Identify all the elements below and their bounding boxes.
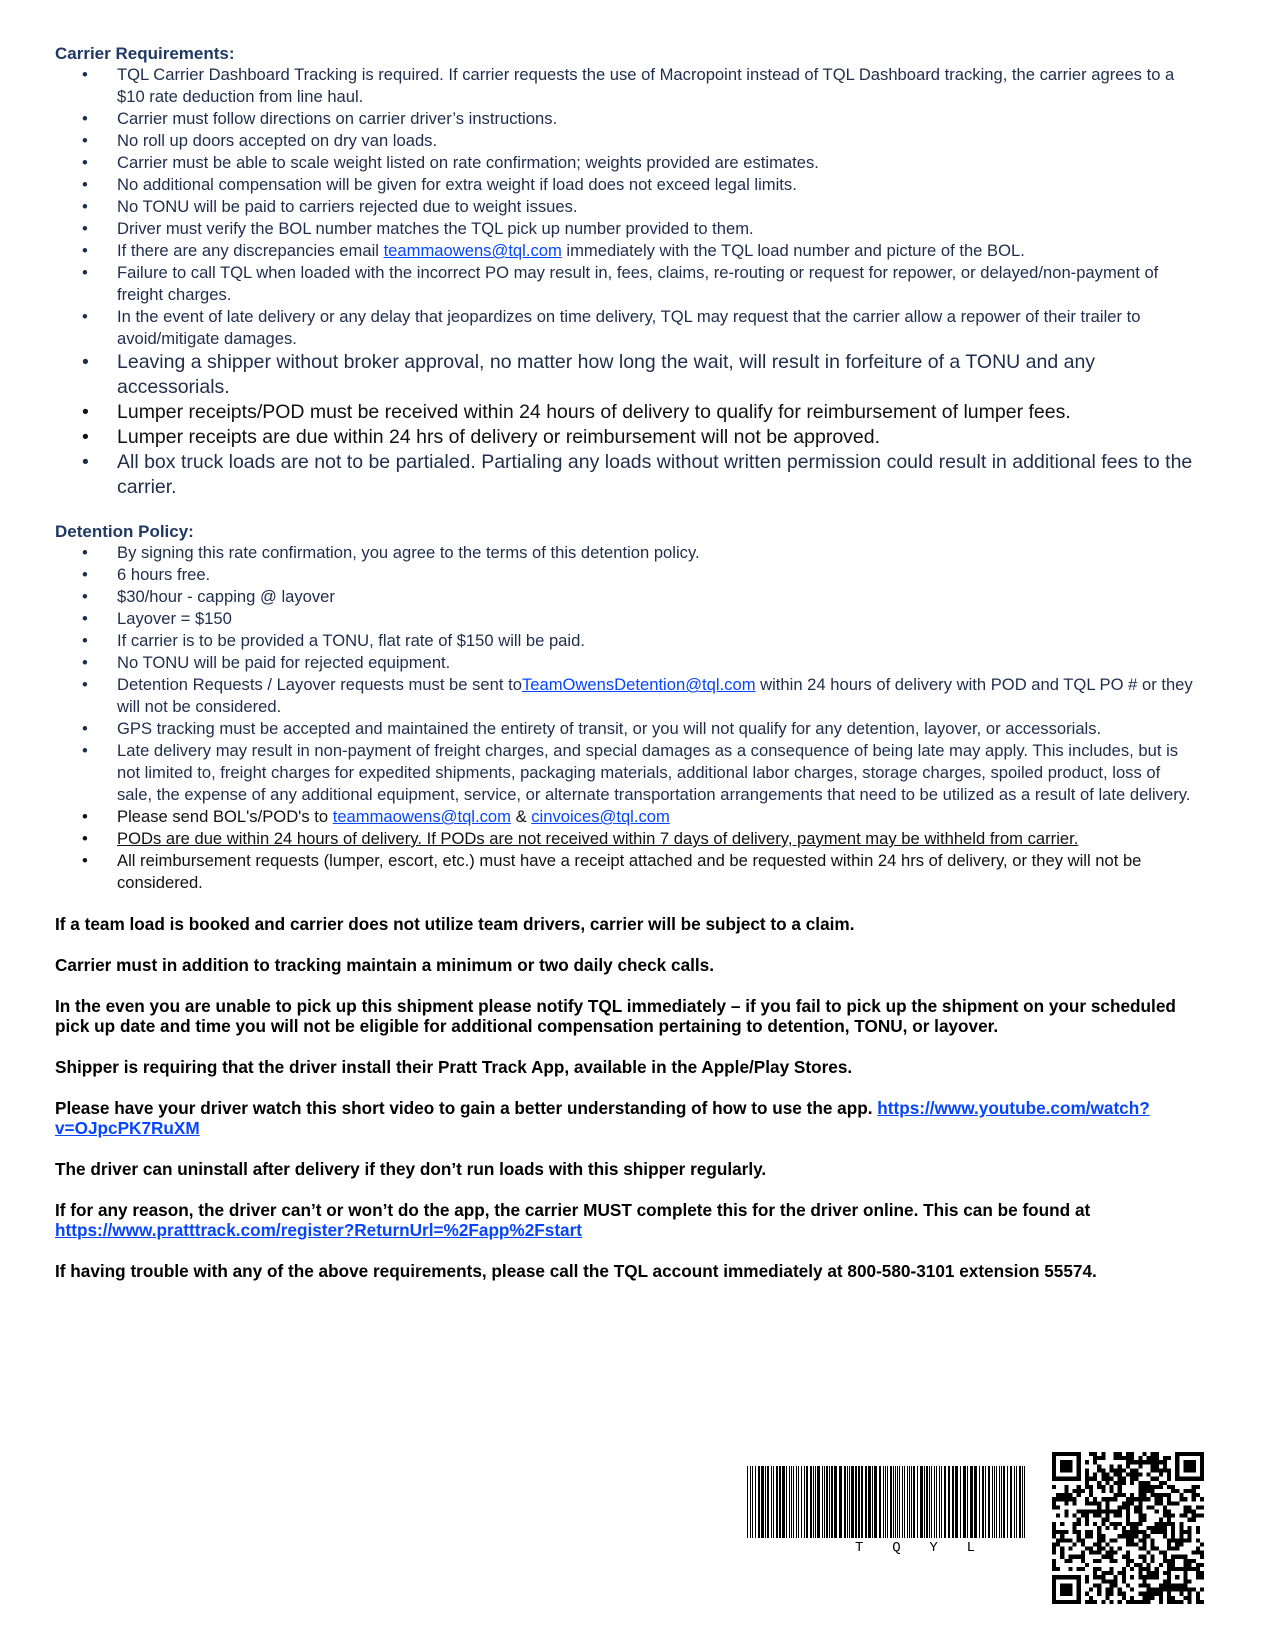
rate-confirmation-page [55,38,1195,1302]
list-item: • Please send BOL's/POD's to teammaowens@tql.com & cinvoices@tql.com [82,807,670,826]
list-item: • $30/hour - capping @ layover [82,587,335,606]
list-item: • Failure to call TQL when loaded with the incorrect PO may result in, fees, claims, re-routing or request for repower, or delayed/non-payment of freight charges. [82,263,1159,304]
list-item: • Carrier must follow directions on carrier driver’s instructions. [82,109,558,128]
list-item: • No TONU will be paid for rejected equipment. [82,653,451,672]
qr-code [1052,1452,1204,1604]
barcode-char: L [966,1540,975,1556]
barcode-text [855,1540,975,1556]
list-item: • Lumper receipts/POD must be received within 24 hours of delivery to qualify for reimbursement of lumper fees. [82,401,1071,423]
list-item: • PODs are due within 24 hours of delivery. If PODs are not received within 7 days of delivery, payment may be withheld from carrier. [82,829,1079,848]
list-item: • TQL Carrier Dashboard Tracking is required. If carrier requests the use of Macropoint instead of TQL Dashboard tracking, the carrier agrees to a $10 rate deduction from line haul. [82,65,1175,106]
list-item: • Carrier must be able to scale weight listed on rate confirmation; weights provided are estimates. [82,153,819,172]
list-item: • Driver must verify the BOL number matches the TQL pick up number provided to them. [82,219,754,238]
trouble-contact-note: If having trouble with any of the above requirements, please call the TQL account immediately at 800-580-3101 extension 55574. [55,1261,1097,1281]
list-item: • No roll up doors accepted on dry van loads. [82,131,438,150]
list-item: • No additional compensation will be given for extra weight if load does not exceed legal limits. [82,175,797,194]
team-load-note: If a team load is booked and carrier does not utilize team drivers, carrier will be subject to a claim. [55,914,855,934]
teammaowens-email-link[interactable]: teammaowens@tql.com [332,807,511,826]
team-owens-detention-email-link[interactable]: TeamOwensDetention@tql.com [521,675,756,694]
uninstall-note: The driver can uninstall after delivery if they don’t run loads with this shipper regularly. [55,1159,767,1179]
document-codes [745,1452,1215,1642]
list-item: • If carrier is to be provided a TONU, flat rate of $150 will be paid. [82,631,585,650]
list-item: • Layover = $150 [82,609,232,628]
video-note: Please have your driver watch this short video to gain a better understanding of how to use the app. https://www.youtube.com/watch?v=OJpcPK7RuXM [55,1098,1150,1138]
barcode [745,1466,1030,1538]
additional-notes [55,914,1195,1281]
list-item: • Late delivery may result in non-payment of freight charges, and special damages as a consequence of being late may apply. This includes, but is not limited to, freight charges for expedited shipments, packaging materials, additional labor charges, storage charges, spoiled product, loss of sale, the expense of any additional equipment, service, or alternate transportation arrangements that need to be utilized as a result of late delivery. [82,741,1191,804]
youtube-video-link[interactable]: https://www.youtube.com/watch?v=OJpcPK7RuXM [55,1098,1150,1138]
check-calls-note: Carrier must in addition to tracking maintain a minimum or two daily check calls. [55,955,715,975]
cinvoices-email-link[interactable]: cinvoices@tql.com [531,807,670,826]
barcode-char: T [855,1540,864,1556]
list-item: • No TONU will be paid to carriers rejected due to weight issues. [82,197,578,216]
list-item: • In the event of late delivery or any delay that jeopardizes on time delivery, TQL may request that the carrier allow a repower of their trailer to avoid/mitigate damages. [82,307,1141,348]
detention-policy-heading: Detention Policy: [55,522,194,541]
list-item: • Lumper receipts are due within 24 hrs of delivery or reimbursement will not be approved. [82,426,881,448]
detention-policy-list [55,542,1195,894]
list-item: • Detention Requests / Layover requests must be sent toTeamOwensDetention@tql.com within 24 hours of delivery with POD and TQL PO # or they will not be considered. [82,675,1193,716]
teammaowens-email-link[interactable]: teammaowens@tql.com [383,241,562,260]
list-item: • GPS tracking must be accepted and maintained the entirety of transit, or you will not qualify for any detention, layover, or accessorials. [82,719,1102,738]
carrier-requirements-heading: Carrier Requirements: [55,44,235,63]
pratttrack-register-link[interactable]: https://www.pratttrack.com/register?ReturnUrl=%2Fapp%2Fstart [55,1220,583,1240]
list-item: • Leaving a shipper without broker approval, no matter how long the wait, will result in forfeiture of a TONU and any accessorials. [82,351,1096,398]
list-item: • By signing this rate confirmation, you agree to the terms of this detention policy. [82,543,700,562]
barcode-char: Q [892,1540,901,1556]
carrier-requirements-list [55,64,1195,500]
list-item: • All reimbursement requests (lumper, escort, etc.) must have a receipt attached and be requested within 24 hrs of delivery, or they will not be considered. [82,851,1142,892]
app-required-note: Shipper is requiring that the driver install their Pratt Track App, available in the Apple/Play Stores. [55,1057,853,1077]
list-item: • 6 hours free. [82,565,211,584]
barcode-char: Y [929,1540,938,1556]
list-item: • All box truck loads are not to be partialed. Partialing any loads without written permission could result in additional fees to the carrier. [82,451,1193,498]
online-registration-note: If for any reason, the driver can’t or won’t do the app, the carrier MUST complete this for the driver online. This can be found at https://www.pratttrack.com/register?ReturnUrl=%2Fapp%2Fstart [55,1200,1091,1240]
pickup-note: In the even you are unable to pick up this shipment please notify TQL immediately – if you fail to pick up the shipment on your scheduled pick up date and time you will not be eligible for additional compensation pertaining to detention, TONU, or layover. [55,996,1176,1036]
list-item: • If there are any discrepancies email teammaowens@tql.com immediately with the TQL load number and picture of the BOL. [82,241,1025,260]
